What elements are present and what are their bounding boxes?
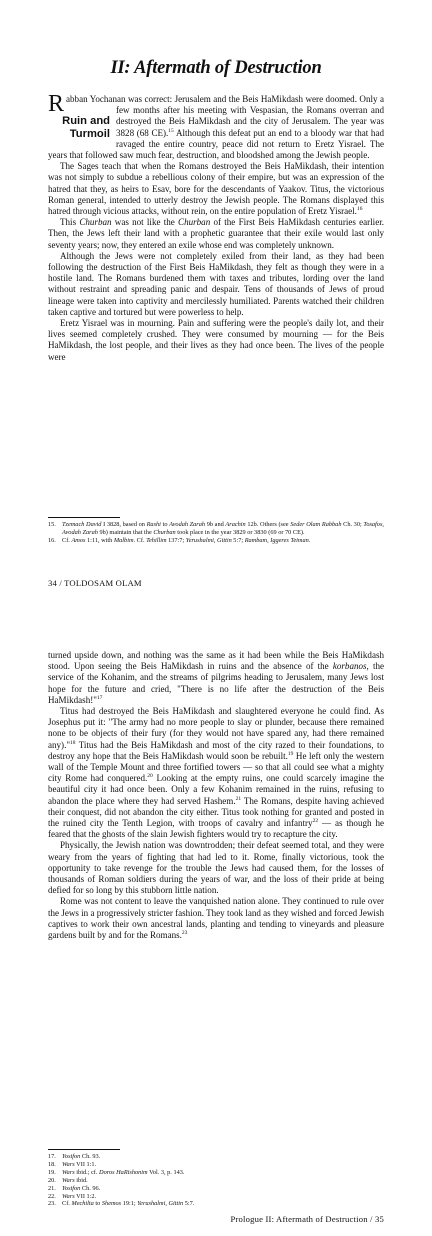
footnote-ref[interactable]: 16	[356, 206, 363, 213]
footnote-ref[interactable]: 18	[70, 739, 76, 746]
footnote-rule	[48, 1149, 120, 1150]
footnote-ref[interactable]: 23	[181, 930, 188, 937]
paragraph: Titus had destroyed the Beis HaMikdash and slaughtered everyone he could find. As Josephus put it: "The army had no more people to slay or plunder, because there remained none to be objects of their fury (for they would not have spared any, had there remained any)."$^{18}$ Titus had the Beis HaMikdash and most of the city razed to their foundations, to destroy any hope that the Beis HaMikdash would soon be rebuilt.$^{19}$ He left only the western wall of the Temple Mount and three fortified towers — so that all could see what a mighty city Rome had conquered.$^{20}$ Looking at the empty ruins, one could scarcely imagine the beautiful city it had once been. Only a few Kohanim remained in the ruins, refusing to abandon the place where they had served Hashem.$^{21}$ The Romans, despite having achieved their conquest, did not abandon the city either. Titus took nothing for granted and posted in the ruined city the Tenth Legion, with troops of cavalry and infantry$^{22}$ — as though he feared that the ghosts of the slain Jewish fighters would try to recapture the city.	[48, 706, 385, 840]
footnote-19: 19. Wars ibid.; cf. Doros HaRishonim Vol. 3, p. 143.	[48, 1168, 185, 1176]
page-35-body	[48, 650, 384, 941]
drop-cap: R	[48, 91, 65, 117]
footnotes	[48, 521, 384, 545]
paragraph: Rome was not content to leave the vanquished nation alone. They continued to rule over the Jews in a progressively stricter fashion. They took land as they wished and forced Jewish captives to work their own ancestral lands, planting and tending to vineyards and pleasure gardens built by and for the Romans.$^{23}$	[48, 896, 384, 941]
footnote-22: 22. Wars VII 1:2.	[48, 1192, 97, 1200]
footnote-18: 18. Wars VII 1:1.	[48, 1160, 97, 1168]
page-folio: 34 / TOLDOSAM OLAM	[48, 578, 142, 588]
paragraph: R Ruin and Turmoil abban Yochanan was correct: Jerusalem and the Beis HaMikdash were doomed. Only a few months after his meeting with Vespasian, the Romans overran and destroyed the Beis HaMikdash and the city of Jerusalem. The year was 3828 (68 CE).$^{15}$ Although this defeat put an end to a bloody war that had ravaged the entire country, peace did not return to Eretz Yisrael. The years that followed saw much fear, destruction, and bloodshed among the Jewish people.	[48, 91, 384, 161]
page-34-body	[48, 91, 384, 363]
footnotes	[48, 1153, 384, 1208]
paragraph: turned upside down, and nothing was the same as it had been while the Beis HaMikdash stood. Upon seeing the Beis HaMikdash in ruins and the absence of the korbanos, the service of the Kohanim, and the streams of pilgrims heading to Jerusalem, many Jews lost hope for the future and cried, "There is no life after the destruction of the Beis HaMikdash!"$^{17}$	[48, 650, 385, 705]
footnote-ref[interactable]: 15	[168, 127, 174, 134]
side-heading: Ruin and Turmoil	[62, 115, 110, 140]
footnote-15: 15. Tzemach David I 3828, based on Rashi to Avodah Zarah 9b and Arachin 12b. Others (see Seder Olam Rabbah Ch. 30; Tosafos, Avodah Zarah 9b) maintain that the Churban took place in the year 3829 or 3830 (69 or 70 CE).	[48, 521, 384, 536]
footnote-ref[interactable]: 19	[287, 750, 294, 757]
paragraph: This Churban was not like the Churban of the First Beis HaMikdash centuries earlier. Then, the Jews left their land with a prophetic guarantee that their exile would last only seventy years; now, they entered an exile whose end was completely unknown.	[48, 217, 384, 250]
page-35	[0, 618, 432, 1236]
footnote-21: 21. Yosifon Ch. 96.	[48, 1184, 101, 1192]
footnote-ref[interactable]: 21	[235, 795, 242, 802]
page-folio: Prologue II: Aftermath of Destruction / 35	[230, 1214, 384, 1224]
footnote-16: 16. Cf. Amos 1:11, with Malbim. Cf. Tehillim 137:7; Yerushalmi, Gittin 5:7; Rambam, Iggeres Teiman.	[48, 536, 311, 544]
chapter-title: II: Aftermath of Destruction	[110, 58, 322, 79]
footnote-ref[interactable]: 22	[312, 818, 319, 825]
footnote-ref[interactable]: 17	[96, 694, 103, 701]
footnote-17: 17. Yosifon Ch. 93.	[48, 1153, 101, 1160]
paragraph: Eretz Yisrael was in mourning. Pain and suffering were the people's daily lot, and their lives seemed completely crushed. They were consumed by mourning — for the Beis HaMikdash, the lost people, and their lives as they had once been. The lives of the people were	[48, 318, 384, 362]
paragraph: Physically, the Jewish nation was downtrodden; their defeat seemed total, and they were weary from the years of fighting that had led to it. Rome, finally victorious, took the opportunity to take revenge for the trouble the Jews had caused them, for the losses of thousands of Roman soldiers during the years of war, and the loss of their pride at being defied for so long by this stubborn little nation.	[48, 840, 384, 896]
paragraph: The Sages teach that when the Romans destroyed the Beis HaMikdash, their intention was not simply to subdue a rebellious colony of their empire, but was an expression of the hatred that they, as heirs to Esav, bore for the descendants of Yaakov. Titus, the victorious Roman general, intended to utterly destroy the Jewish people. The Romans displayed this hatred through vicious attacks, without rein, on the entire population of Eretz Yisrael.$^{16}$	[48, 161, 384, 217]
paragraph: Although the Jews were not completely exiled from their land, as they had been following the destruction of the First Beis HaMikdash, they felt as though they were in a hostile land. The Romans burdened them with taxes and tributes, lording over the land without restraint and spreading panic and despair. Tens of thousands of Jews of proud lineage were taken into captivity and mercilessly humiliated. Parents watched their children taken captive and tortured but were powerless to help.	[48, 250, 384, 317]
footnote-rule	[48, 517, 120, 518]
footnote-20: 20. Wars ibid.	[48, 1176, 88, 1184]
footnote-ref[interactable]: 20	[147, 773, 153, 780]
footnote-23: 23. Cf. Mechilta to Shemos 19:1; Yerushalmi, Gittin 5:7.	[48, 1200, 195, 1208]
